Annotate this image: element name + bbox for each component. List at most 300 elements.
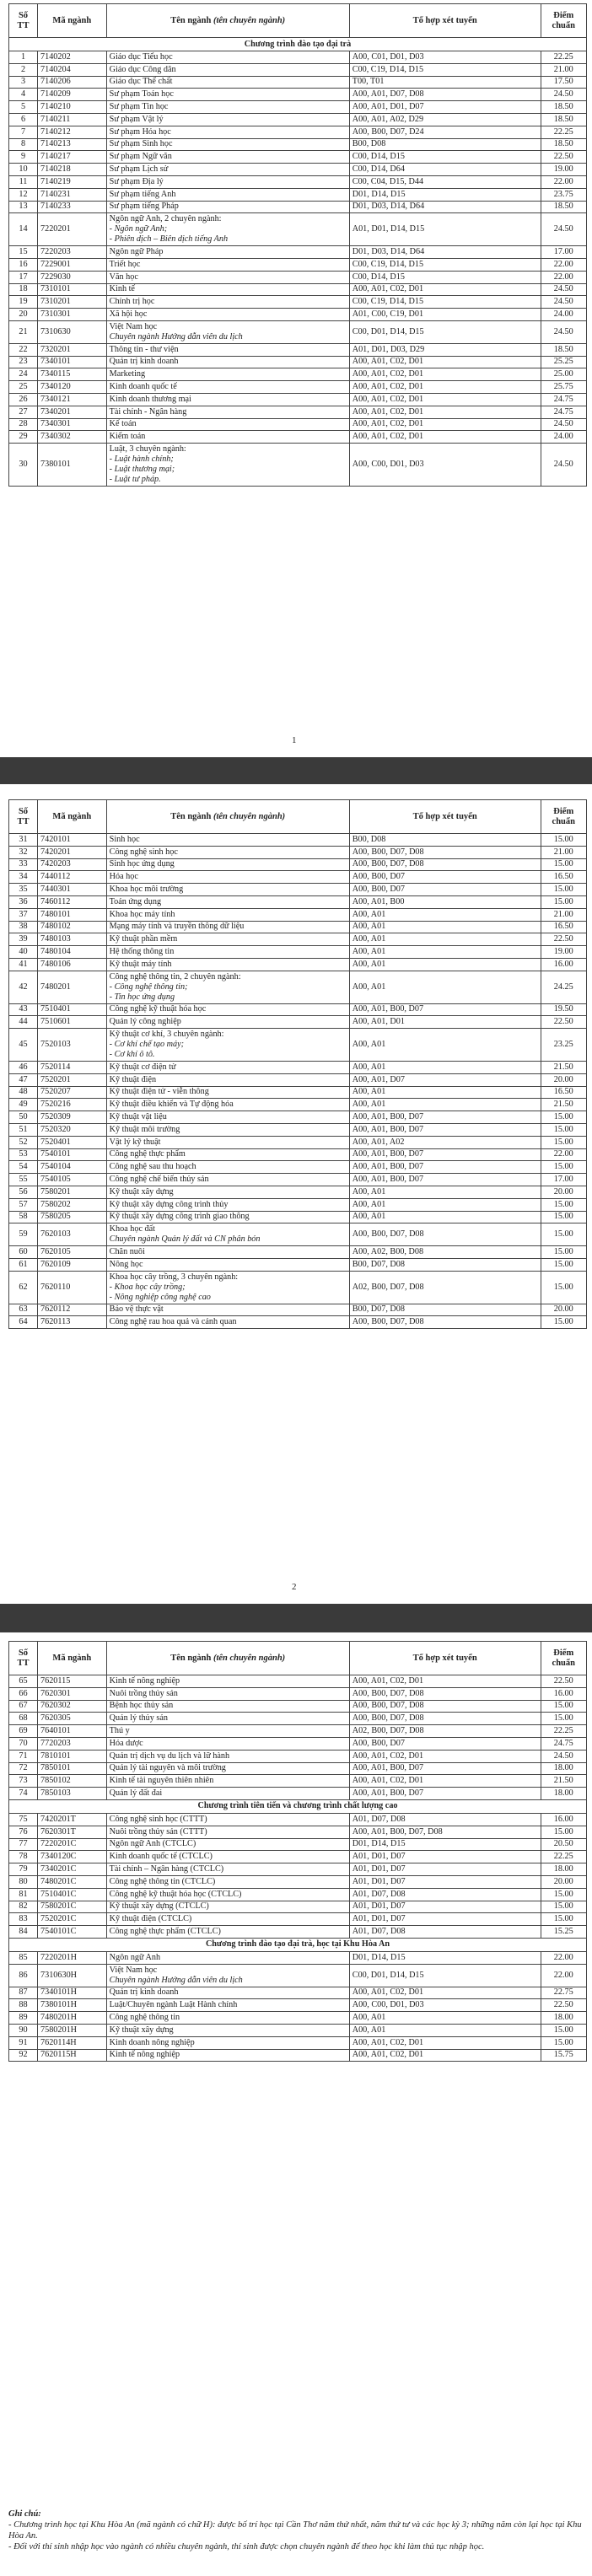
cell-name [106, 2049, 349, 2062]
cell-score: 22.50 [541, 933, 586, 946]
cell-stt: 80 [9, 1875, 38, 1888]
cell-name [106, 908, 349, 921]
cell-name [106, 1875, 349, 1888]
major-name: Bệnh học thủy sản [109, 1701, 174, 1711]
cell-code: 7580201C [38, 1901, 107, 1913]
cell-code: 7420201T [38, 1813, 107, 1826]
cell-score: 15.00 [541, 1258, 586, 1271]
col-score: Điểm chuẩn [541, 1642, 586, 1675]
cell-code: 7140212 [38, 126, 107, 138]
cell-score: 15.00 [541, 1223, 586, 1246]
cell-name [106, 1951, 349, 1964]
specialization: - Phiên dịch – Biên dịch tiếng Anh [109, 234, 229, 245]
table-row [9, 1788, 587, 1800]
cell-combo: A00, B00, D07 [349, 871, 541, 884]
cell-score: 24.00 [541, 309, 586, 321]
col-score: Điểm chuẩn [541, 800, 586, 834]
cell-combo: A00, A01, C02, D01 [349, 393, 541, 406]
cell-code: 7620115 [38, 1675, 107, 1688]
cell-code: 7480201C [38, 1875, 107, 1888]
table-row [9, 76, 587, 89]
cell-name [106, 1826, 349, 1838]
cell-score: 22.00 [541, 1964, 586, 1987]
cell-stt: 85 [9, 1951, 38, 1964]
cell-name [106, 1713, 349, 1725]
cell-code: 7620301 [38, 1687, 107, 1700]
cell-score: 22.00 [541, 1951, 586, 1964]
cell-combo: A00, A01, D07 [349, 1073, 541, 1086]
cell-combo: A00, A01 [349, 1198, 541, 1211]
cell-combo: A00, A01, C02, D01 [349, 406, 541, 418]
table-row [9, 971, 587, 1003]
note-item: - Đối với thí sinh nhập học vào ngành có nhiều chuyên ngành, thí sinh được chọn chuyên ngành để theo học khi làm thủ tục nhập học. [8, 2542, 485, 2552]
cell-score: 15.00 [541, 1161, 586, 1174]
page-separator [0, 1604, 592, 1632]
cell-score: 24.50 [541, 444, 586, 487]
cell-code: 7140209 [38, 89, 107, 101]
cell-name [106, 1246, 349, 1259]
col-combo: Tổ hợp xét tuyển [349, 4, 541, 38]
cell-score: 22.75 [541, 1987, 586, 1999]
section-heading: Chương trình đào tạo đại trà, học tại Khu Hòa An [9, 1938, 587, 1951]
cell-name [106, 63, 349, 76]
cell-stt: 58 [9, 1211, 38, 1223]
cell-stt: 26 [9, 393, 38, 406]
cell-combo: A00, B00, D07, D24 [349, 126, 541, 138]
cell-stt: 20 [9, 309, 38, 321]
cell-score: 18.00 [541, 1863, 586, 1876]
cell-stt: 65 [9, 1675, 38, 1688]
cell-code: 7480102 [38, 921, 107, 933]
cell-stt: 22 [9, 343, 38, 356]
table-row [9, 1999, 587, 2012]
cell-combo: A00, A01 [349, 946, 541, 959]
cell-name [106, 296, 349, 309]
cell-stt: 61 [9, 1258, 38, 1271]
cell-combo: A01, D01, D03, D29 [349, 343, 541, 356]
cell-combo: A00, A01, B00, D07 [349, 1161, 541, 1174]
cell-score: 18.50 [541, 201, 586, 213]
major-name: Việt Nam học [109, 1965, 158, 1975]
cell-stt: 32 [9, 846, 38, 858]
cell-name [106, 1099, 349, 1111]
major-name: Nuôi trồng thủy sản [109, 1688, 178, 1698]
cell-score: 24.50 [541, 283, 586, 296]
cell-score: 24.75 [541, 1737, 586, 1750]
col-score: Điểm chuẩn [541, 4, 586, 38]
cell-combo: A00, C00, D01, D03 [349, 1999, 541, 2012]
table-row [9, 846, 587, 858]
cell-name [106, 2036, 349, 2049]
cell-score: 21.00 [541, 63, 586, 76]
cell-code: 7140219 [38, 175, 107, 188]
cell-name [106, 76, 349, 89]
cell-score: 15.75 [541, 2049, 586, 2062]
cell-stt: 25 [9, 381, 38, 394]
cell-score: 16.50 [541, 871, 586, 884]
cell-stt: 41 [9, 958, 38, 971]
cell-combo: C00, D14, D15 [349, 271, 541, 283]
cell-code: 7510601 [38, 1016, 107, 1029]
cell-stt: 67 [9, 1700, 38, 1713]
cell-combo: A00, A01 [349, 908, 541, 921]
cell-name [106, 1161, 349, 1174]
major-name: Luật/Chuyên ngành Luật Hành chính [109, 2000, 238, 2010]
cell-code: 7580202 [38, 1198, 107, 1211]
table-row [9, 63, 587, 76]
cell-score: 17.00 [541, 1174, 586, 1186]
cell-combo: A00, A01, D01, D07 [349, 101, 541, 114]
col-name: Tên ngành (tên chuyên ngành) [106, 1642, 349, 1675]
cell-name [106, 1073, 349, 1086]
major-name: Công nghệ rau hoa quả và cảnh quan [109, 1317, 237, 1327]
cell-combo: A00, A01 [349, 933, 541, 946]
cell-name [106, 175, 349, 188]
cell-score: 25.75 [541, 381, 586, 394]
cell-score: 16.00 [541, 958, 586, 971]
major-name: Kỹ thuật xây dựng công trình giao thông [109, 1212, 250, 1222]
cell-name [106, 1258, 349, 1271]
cell-name [106, 884, 349, 896]
cell-stt: 62 [9, 1271, 38, 1304]
cell-score: 15.00 [541, 1211, 586, 1223]
cell-combo: A00, A01, C02, D01 [349, 431, 541, 444]
table-row [9, 2012, 587, 2025]
cell-score: 15.00 [541, 2024, 586, 2036]
cell-name [106, 271, 349, 283]
cell-name [106, 246, 349, 259]
cell-combo: A00, B00, D07, D08 [349, 1316, 541, 1329]
cell-score: 24.50 [541, 213, 586, 246]
table-row [9, 89, 587, 101]
major-name: Kỹ thuật điện tử - viễn thông [109, 1087, 209, 1097]
cell-stt: 52 [9, 1136, 38, 1148]
table-row [9, 258, 587, 271]
cell-code: 7620113 [38, 1316, 107, 1329]
specialization: Chuyên ngành Quản lý đất và CN phân bón [109, 1234, 261, 1245]
cell-combo: D01, D14, D15 [349, 188, 541, 201]
major-name: Ngôn ngữ Pháp [109, 247, 164, 257]
major-name: Kỹ thuật điện [109, 1074, 157, 1084]
table-row [9, 1775, 587, 1788]
cell-combo: A00, A01 [349, 1086, 541, 1099]
cell-code: 7520216 [38, 1099, 107, 1111]
cell-code: 7380101H [38, 1999, 107, 2012]
cell-stt: 86 [9, 1964, 38, 1987]
cell-score: 20.00 [541, 1875, 586, 1888]
table-row [9, 151, 587, 164]
major-name: Quản trị kinh doanh [109, 357, 179, 367]
cell-code: 7580205 [38, 1211, 107, 1223]
cell-combo: A00, A02, B00, D08 [349, 1246, 541, 1259]
cell-combo: A00, A01, B00, D07, D08 [349, 1826, 541, 1838]
major-name: Luật, 3 chuyên ngành: [109, 444, 186, 454]
cell-name [106, 846, 349, 858]
cell-code: 7520103 [38, 1029, 107, 1062]
cell-name [106, 1111, 349, 1124]
table-row [9, 1725, 587, 1738]
cell-stt: 57 [9, 1198, 38, 1211]
cell-stt: 30 [9, 444, 38, 487]
col-name: Tên ngành (tên chuyên ngành) [106, 800, 349, 834]
cell-score: 22.00 [541, 271, 586, 283]
cell-combo: A00, B00, D07, D08 [349, 846, 541, 858]
cell-code: 7540101 [38, 1148, 107, 1161]
cell-combo: A00, A01 [349, 921, 541, 933]
cell-combo: T00, T01 [349, 76, 541, 89]
cell-combo: A00, A01, B00, D07 [349, 1111, 541, 1124]
major-name: Hóa dược [109, 1738, 143, 1748]
cell-name [106, 2012, 349, 2025]
col-code: Mã ngành [38, 4, 107, 38]
cell-combo: C00, D01, D14, D15 [349, 320, 541, 343]
cell-combo: C00, C19, D14, D15 [349, 63, 541, 76]
major-name: Triết học [109, 259, 141, 269]
specialization: - Khoa học cây trồng; [109, 1282, 186, 1292]
cell-stt: 71 [9, 1750, 38, 1762]
table-row [9, 1875, 587, 1888]
cell-score: 15.00 [541, 1700, 586, 1713]
specialization: - Cơ khí ô tô. [109, 1050, 155, 1060]
major-name: Kinh tế nông nghiệp [109, 2050, 180, 2060]
cell-code: 7229030 [38, 271, 107, 283]
cell-code: 7580201 [38, 1186, 107, 1198]
cell-code: 7140213 [38, 138, 107, 151]
table-row [9, 393, 587, 406]
cell-code: 7480104 [38, 946, 107, 959]
cell-name [106, 1700, 349, 1713]
cell-name [106, 1086, 349, 1099]
cell-name [106, 101, 349, 114]
cell-name [106, 1198, 349, 1211]
cell-code: 7340201C [38, 1863, 107, 1876]
table-row [9, 1926, 587, 1939]
table-row [9, 1750, 587, 1762]
cell-stt: 73 [9, 1775, 38, 1788]
cell-stt: 7 [9, 126, 38, 138]
table-row [9, 1762, 587, 1775]
cell-score: 17.00 [541, 246, 586, 259]
table-row [9, 356, 587, 368]
table-row [9, 1111, 587, 1124]
cell-stt: 6 [9, 113, 38, 126]
table-row [9, 1186, 587, 1198]
cell-code: 7620115H [38, 2049, 107, 2062]
major-name: Kỹ thuật xây dựng công trình thủy [109, 1199, 229, 1209]
major-name: Sư phạm Địa lý [109, 176, 164, 186]
cell-combo: A00, A01, C02, D01 [349, 356, 541, 368]
cell-stt: 46 [9, 1061, 38, 1073]
cell-stt: 45 [9, 1029, 38, 1062]
cell-code: 7340101H [38, 1987, 107, 1999]
table-row [9, 2049, 587, 2062]
col-code: Mã ngành [38, 800, 107, 834]
major-name: Vật lý kỹ thuật [109, 1137, 161, 1147]
table-row [9, 296, 587, 309]
cell-combo: B00, D08 [349, 834, 541, 847]
cell-score: 24.50 [541, 320, 586, 343]
cell-stt: 31 [9, 834, 38, 847]
table-row [9, 188, 587, 201]
major-name: Sư phạm tiếng Anh [109, 189, 176, 199]
table-row [9, 406, 587, 418]
cell-score: 22.25 [541, 1725, 586, 1738]
cell-code: 7140217 [38, 151, 107, 164]
cell-combo: C00, D01, D14, D15 [349, 1964, 541, 1987]
cell-combo: A00, B00, D07, D08 [349, 1713, 541, 1725]
col-code: Mã ngành [38, 1642, 107, 1675]
cell-name [106, 188, 349, 201]
cell-score: 20.50 [541, 1838, 586, 1851]
cell-code: 7850102 [38, 1775, 107, 1788]
table-row [9, 1316, 587, 1329]
cell-stt: 35 [9, 884, 38, 896]
cell-code: 7140210 [38, 101, 107, 114]
cell-code: 7340115 [38, 368, 107, 381]
cell-combo: A00, C01, D01, D03 [349, 51, 541, 64]
cell-code: 7320201 [38, 343, 107, 356]
cell-score: 17.50 [541, 76, 586, 89]
table-row [9, 246, 587, 259]
cell-name [106, 343, 349, 356]
major-name: Kỹ thuật cơ khí, 3 chuyên ngành: [109, 1030, 224, 1040]
cell-combo: A00, A01 [349, 1211, 541, 1223]
cell-combo: B00, D08 [349, 138, 541, 151]
table-row [9, 921, 587, 933]
cell-score: 19.00 [541, 164, 586, 176]
cell-combo: A00, A01, C02, D01 [349, 1675, 541, 1688]
table-row [9, 343, 587, 356]
cell-score: 22.50 [541, 151, 586, 164]
cell-stt: 27 [9, 406, 38, 418]
table-row [9, 1987, 587, 1999]
cell-code: 7229001 [38, 258, 107, 271]
major-name: Kiểm toán [109, 432, 146, 442]
cell-name [106, 1788, 349, 1800]
cell-stt: 49 [9, 1099, 38, 1111]
cell-combo: A00, A01, B00, D07 [349, 1003, 541, 1016]
major-name: Khoa học cây trồng, 3 chuyên ngành: [109, 1272, 239, 1282]
major-name: Kinh doanh thương mại [109, 394, 191, 404]
cell-score: 18.50 [541, 138, 586, 151]
cell-stt: 8 [9, 138, 38, 151]
major-name: Sinh học [109, 834, 140, 844]
cell-combo: C00, C04, D15, D44 [349, 175, 541, 188]
cell-code: 7420101 [38, 834, 107, 847]
cell-stt: 54 [9, 1161, 38, 1174]
cell-code: 7220201 [38, 213, 107, 246]
cell-stt: 68 [9, 1713, 38, 1725]
cell-score: 15.00 [541, 1826, 586, 1838]
cell-stt: 3 [9, 76, 38, 89]
cell-stt: 53 [9, 1148, 38, 1161]
cell-combo: A00, A01 [349, 1029, 541, 1062]
cell-name [106, 1223, 349, 1246]
cell-name [106, 381, 349, 394]
major-name: Kinh doanh quốc tế (CTCLC) [109, 1852, 213, 1862]
cell-score: 22.00 [541, 175, 586, 188]
table-row [9, 871, 587, 884]
cell-combo: A00, A01 [349, 2012, 541, 2025]
table-row [9, 1813, 587, 1826]
cell-stt: 60 [9, 1246, 38, 1259]
cell-name [106, 1304, 349, 1316]
major-name: Công nghệ chế biến thủy sản [109, 1175, 209, 1185]
major-name: Thông tin - thư viện [109, 344, 179, 354]
cell-code: 7480101 [38, 908, 107, 921]
cell-score: 15.00 [541, 895, 586, 908]
cell-stt: 44 [9, 1016, 38, 1029]
cell-code: 7620105 [38, 1246, 107, 1259]
cell-name [106, 1136, 349, 1148]
major-name: Quản trị kinh doanh [109, 1987, 179, 1998]
cell-stt: 38 [9, 921, 38, 933]
cell-name [106, 1901, 349, 1913]
cell-score: 15.00 [541, 1246, 586, 1259]
cell-name [106, 1271, 349, 1304]
cell-score: 24.50 [541, 418, 586, 431]
cell-score: 24.00 [541, 431, 586, 444]
cell-stt: 4 [9, 89, 38, 101]
cell-stt: 33 [9, 858, 38, 871]
cell-stt: 90 [9, 2024, 38, 2036]
cell-name [106, 406, 349, 418]
major-name: Khoa học đất [109, 1224, 155, 1234]
cell-stt: 14 [9, 213, 38, 246]
table-row [9, 201, 587, 213]
major-name: Mạng máy tính và truyền thông dữ liệu [109, 922, 245, 932]
table-row [9, 933, 587, 946]
major-name: Xã hội học [109, 309, 148, 320]
cell-stt: 23 [9, 356, 38, 368]
table-row [9, 908, 587, 921]
major-name: Kỹ thuật xây dựng (CTCLC) [109, 1901, 209, 1912]
cell-combo: A00, B00, D07, D08 [349, 858, 541, 871]
major-name: Thú y [109, 1726, 130, 1736]
table-row [9, 1174, 587, 1186]
cell-name [106, 320, 349, 343]
table-row [9, 1863, 587, 1876]
cell-name [106, 164, 349, 176]
cell-score: 24.50 [541, 89, 586, 101]
cell-combo: A00, A01 [349, 958, 541, 971]
major-name: Toán ứng dụng [109, 896, 162, 906]
cell-score: 21.00 [541, 908, 586, 921]
cell-name [106, 921, 349, 933]
cell-name [106, 1016, 349, 1029]
table-row [9, 1851, 587, 1863]
cell-name [106, 1061, 349, 1073]
major-name: Tài chính – Ngân hàng (CTCLC) [109, 1864, 224, 1874]
cell-score: 16.00 [541, 1687, 586, 1700]
cell-stt: 81 [9, 1888, 38, 1901]
cell-score: 18.00 [541, 1788, 586, 1800]
cell-code: 7380101 [38, 444, 107, 487]
cell-combo: A00, A01, D07, D08 [349, 89, 541, 101]
cell-name [106, 1888, 349, 1901]
cell-stt: 89 [9, 2012, 38, 2025]
major-name: Sư phạm Ngữ văn [109, 152, 172, 162]
cell-name [106, 1999, 349, 2012]
table-row [9, 895, 587, 908]
table-row [9, 834, 587, 847]
major-name: Tài chính - Ngân hàng [109, 406, 187, 417]
table-row [9, 283, 587, 296]
cell-name [106, 958, 349, 971]
major-name: Sư phạm Hóa học [109, 126, 171, 137]
cell-combo: A01, D01, D07 [349, 1913, 541, 1926]
cell-combo: A00, B00, D07, D08 [349, 1687, 541, 1700]
